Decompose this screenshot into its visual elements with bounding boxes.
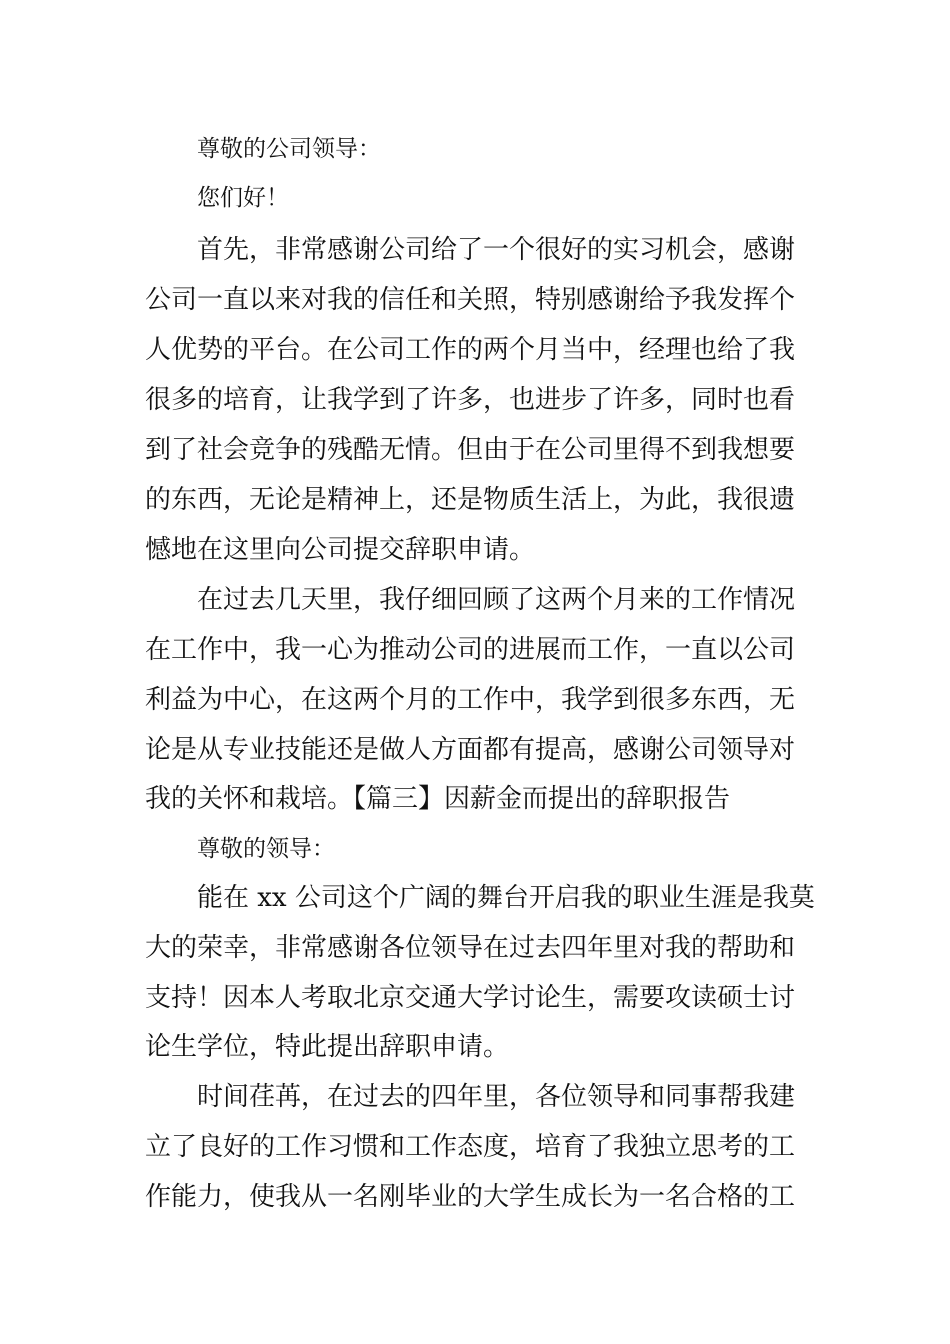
paragraph-line: 论是从专业技能还是做人方面都有提高，感谢公司领导对 (145, 735, 796, 765)
paragraph-line: 支持！因本人考取北京交通大学讨论生，需要攻读硕士讨 (145, 983, 796, 1013)
paragraph-line: 论生学位，特此提出辞职申请。 (145, 1032, 510, 1062)
salutation-leaders: 尊敬的领导： (197, 836, 335, 862)
section-title-line: 我的关怀和栽培。【篇三】因薪金而提出的辞职报告 (145, 784, 731, 814)
paragraph-line: 很多的培育，让我学到了许多，也进步了许多，同时也看 (145, 385, 796, 415)
paragraph-line: 公司一直以来对我的信任和关照，特别感谢给予我发挥个 (145, 285, 796, 315)
paragraph-line: 在过去几天里，我仔细回顾了这两个月来的工作情况 (197, 585, 796, 615)
paragraph-line: 时间荏苒，在过去的四年里，各位领导和同事帮我建 (197, 1082, 796, 1112)
paragraph-line: 在工作中，我一心为推动公司的进展而工作，一直以公司 (145, 635, 796, 665)
paragraph-line: 大的荣幸，非常感谢各位领导在过去四年里对我的帮助和 (145, 933, 796, 963)
paragraph-line: 憾地在这里向公司提交辞职申请。 (145, 535, 536, 565)
paragraph-line: 的东西，无论是精神上，还是物质生活上，为此，我很遗 (145, 485, 796, 515)
paragraph-line: 到了社会竞争的残酷无情。但由于在公司里得不到我想要 (145, 435, 796, 465)
salutation-company-leaders: 尊敬的公司领导： (197, 136, 381, 162)
paragraph-line: 立了良好的工作习惯和工作态度，培育了我独立思考的工 (145, 1132, 796, 1162)
paragraph-line: 利益为中心，在这两个月的工作中，我学到很多东西，无 (145, 685, 796, 715)
greeting-line: 您们好！ (197, 185, 289, 211)
paragraph-line: 能在 xx 公司这个广阔的舞台开启我的职业生涯是我莫 (197, 883, 815, 913)
paragraph-line: 首先，非常感谢公司给了一个很好的实习机会，感谢 (197, 235, 796, 265)
paragraph-line: 作能力，使我从一名刚毕业的大学生成长为一名合格的工 (145, 1182, 796, 1212)
paragraph-line: 人优势的平台。在公司工作的两个月当中，经理也给了我 (145, 335, 796, 365)
